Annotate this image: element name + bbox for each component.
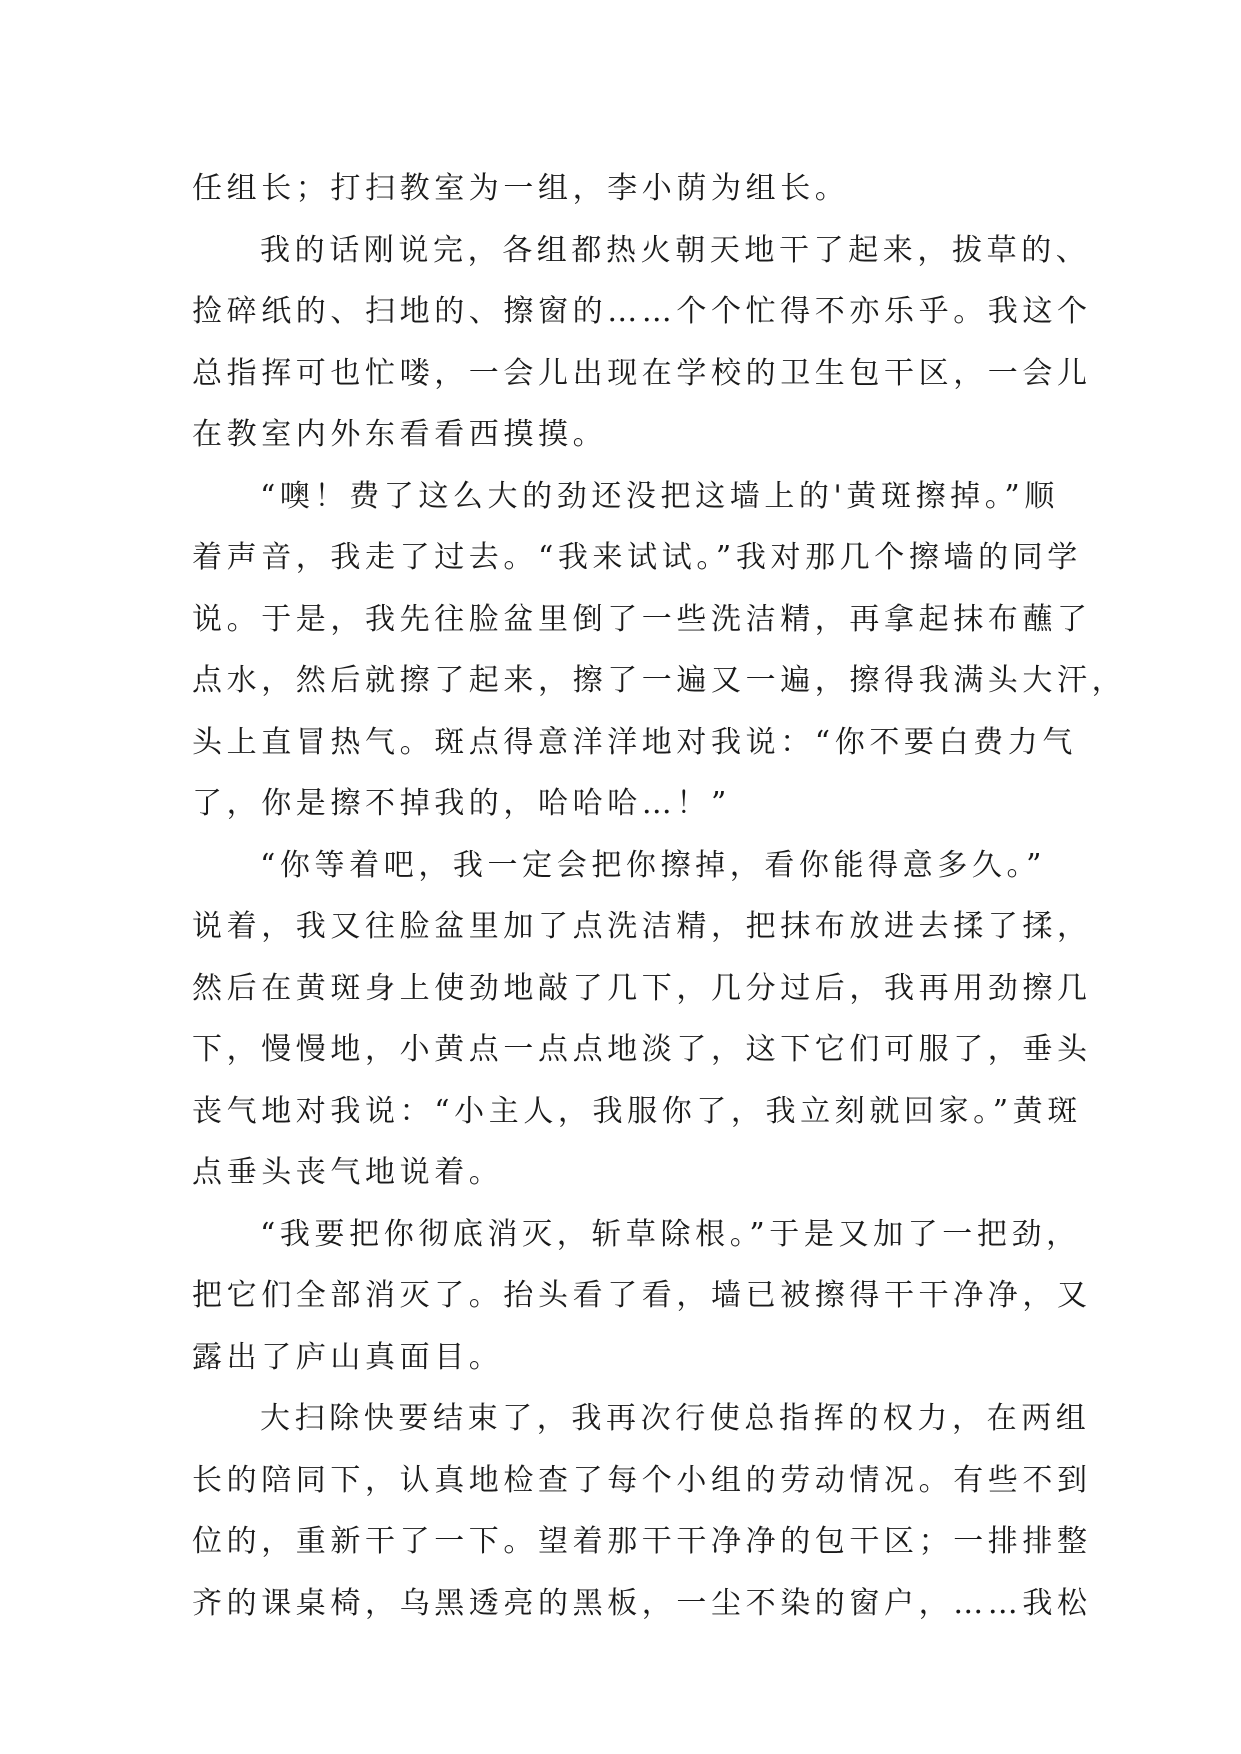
text-line: 头上直冒热气。斑点得意洋洋地对我说：“你不要白费力气 — [192, 724, 1077, 760]
text-line: 露出了庐山真面目。 — [192, 1339, 504, 1375]
text-line: 位的，重新干了一下。望着那干干净净的包干区；一排排整 — [192, 1524, 1092, 1559]
text-line: 捡碎纸的、扫地的、擦窗的……个个忙得不亦乐乎。我这个 — [192, 294, 1092, 329]
text-line: “噢！费了这么大的劲还没把这墙上的'黄斑擦掉。”顺 — [260, 478, 1059, 514]
text-line: “我要把你彻底消灭，斩草除根。”于是又加了一把劲， — [260, 1216, 1081, 1252]
text-line: 了，你是擦不掉我的，哈哈哈…！” — [192, 786, 731, 821]
text-line: 下，慢慢地，小黄点一点点地淡了，这下它们可服了，垂头 — [192, 1032, 1092, 1067]
text-line: 长的陪同下，认真地检查了每个小组的劳动情况。有些不到 — [192, 1462, 1092, 1498]
text-line: 丧气地对我说：“小主人，我服你了，我立刻就回家。”黄斑 — [192, 1093, 1082, 1129]
text-line: 齐的课桌椅，乌黑透亮的黑板，一尘不染的窗户，……我松 — [192, 1585, 1092, 1621]
text-line: 在教室内外东看看西摸摸。 — [192, 417, 608, 452]
text-line: 任组长；打扫教室为一组，李小荫为组长。 — [192, 171, 850, 206]
text-line: 说。于是，我先往脸盆里倒了一些洗洁精，再拿起抹布蘸了 — [192, 601, 1092, 637]
text-line: 着声音，我走了过去。“我来试试。”我对那几个擦墙的同学 — [192, 540, 1082, 575]
text-line: 点垂头丧气地说着。 — [192, 1155, 504, 1190]
text-line: 点水，然后就擦了起来，擦了一遍又一遍，擦得我满头大汗， — [192, 663, 1127, 698]
text-line: 我的话刚说完，各组都热火朝天地干了起来，拔草的、 — [260, 232, 1091, 268]
text-line: 说着，我又往脸盆里加了点洗洁精，把抹布放进去揉了揉， — [192, 909, 1092, 944]
text-line: 大扫除快要结束了，我再次行使总指挥的权力，在两组 — [260, 1401, 1091, 1436]
text-line: “你等着吧，我一定会把你擦掉，看你能得意多久。” — [260, 847, 1047, 883]
essay-body — [192, 158, 1127, 1634]
text-line: 把它们全部消灭了。抬头看了看，墙已被擦得干干净净，又 — [192, 1278, 1092, 1313]
text-line: 然后在黄斑身上使劲地敲了几下，几分过后，我再用劲擦几 — [192, 970, 1092, 1006]
text-line: 总指挥可也忙喽，一会儿出现在学校的卫生包干区，一会儿 — [192, 355, 1092, 391]
